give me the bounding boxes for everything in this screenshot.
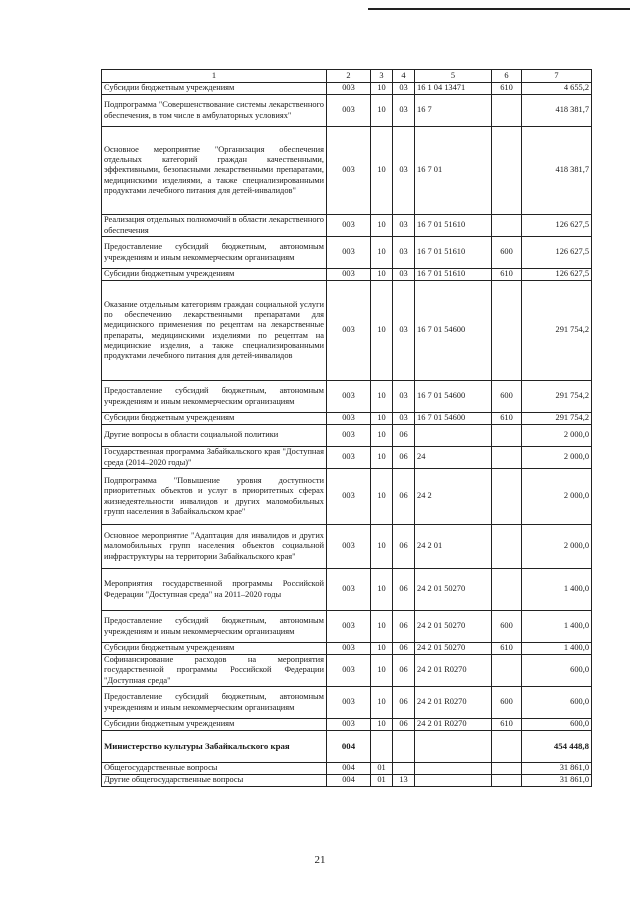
row-subsection-cell: 03 bbox=[393, 95, 415, 127]
row-target-article-cell: 16 7 01 bbox=[415, 127, 492, 215]
row-subsection-cell: 13 bbox=[393, 775, 415, 787]
row-section-cell: 10 bbox=[371, 469, 393, 525]
row-section-cell: 10 bbox=[371, 655, 393, 687]
row-section-cell: 10 bbox=[371, 569, 393, 611]
header-cell: 1 bbox=[102, 70, 327, 83]
row-ministry-code-cell: 003 bbox=[327, 127, 371, 215]
row-ministry-code-cell: 004 bbox=[327, 775, 371, 787]
page-number: 21 bbox=[314, 854, 326, 866]
row-section-cell: 10 bbox=[371, 643, 393, 655]
row-ministry-code-cell: 003 bbox=[327, 687, 371, 719]
row-target-article-cell: 24 2 bbox=[415, 469, 492, 525]
row-section-cell: 10 bbox=[371, 281, 393, 381]
row-amount-cell: 600,0 bbox=[522, 655, 592, 687]
row-section-cell: 10 bbox=[371, 95, 393, 127]
row-expense-type-cell: 600 bbox=[492, 611, 522, 643]
row-ministry-code-cell: 003 bbox=[327, 643, 371, 655]
row-name-cell: Основное мероприятие "Организация обеспечения отдельных категорий граждан качественными, эффективными, безопасными лекарственными препаратами, медицинскими изделиями, а также специализированными продуктами лечебного питания для детей-инвалидов" bbox=[102, 127, 327, 215]
row-expense-type-cell bbox=[492, 525, 522, 569]
table-row bbox=[102, 269, 592, 281]
row-ministry-code-cell: 003 bbox=[327, 719, 371, 731]
row-expense-type-cell bbox=[492, 215, 522, 237]
header-cell: 3 bbox=[371, 70, 393, 83]
table-row bbox=[102, 687, 592, 719]
row-section-cell: 10 bbox=[371, 525, 393, 569]
row-target-article-cell bbox=[415, 731, 492, 763]
row-amount-cell: 600,0 bbox=[522, 719, 592, 731]
row-name-cell: Основное мероприятие "Адаптация для инвалидов и других маломобильных групп населения объектов социальной инфраструктуры на территории Забайкальского края" bbox=[102, 525, 327, 569]
row-amount-cell: 1 400,0 bbox=[522, 643, 592, 655]
row-amount-cell: 2 000,0 bbox=[522, 425, 592, 447]
row-section-cell: 10 bbox=[371, 447, 393, 469]
row-ministry-code-cell: 004 bbox=[327, 763, 371, 775]
row-target-article-cell bbox=[415, 425, 492, 447]
table-row bbox=[102, 83, 592, 95]
row-name-cell: Другие общегосударственные вопросы bbox=[102, 775, 327, 787]
row-target-article-cell bbox=[415, 775, 492, 787]
row-name-cell: Субсидии бюджетным учреждениям bbox=[102, 83, 327, 95]
row-name-cell: Предоставление субсидий бюджетным, автономным учреждениям и иным некоммерческим организациям bbox=[102, 687, 327, 719]
row-name-cell: Субсидии бюджетным учреждениям bbox=[102, 413, 327, 425]
row-ministry-code-cell: 003 bbox=[327, 269, 371, 281]
row-target-article-cell: 16 1 04 13471 bbox=[415, 83, 492, 95]
table-row bbox=[102, 719, 592, 731]
row-section-cell: 10 bbox=[371, 269, 393, 281]
table-row bbox=[102, 655, 592, 687]
row-expense-type-cell bbox=[492, 775, 522, 787]
table-row bbox=[102, 763, 592, 775]
row-expense-type-cell bbox=[492, 469, 522, 525]
row-expense-type-cell bbox=[492, 447, 522, 469]
row-section-cell: 10 bbox=[371, 719, 393, 731]
table-row bbox=[102, 569, 592, 611]
row-expense-type-cell bbox=[492, 425, 522, 447]
row-name-cell: Государственная программа Забайкальского края "Доступная среда (2014–2020 годы)" bbox=[102, 447, 327, 469]
row-subsection-cell: 03 bbox=[393, 381, 415, 413]
row-subsection-cell bbox=[393, 731, 415, 763]
table-row bbox=[102, 95, 592, 127]
row-expense-type-cell bbox=[492, 281, 522, 381]
row-subsection-cell: 03 bbox=[393, 215, 415, 237]
row-expense-type-cell: 610 bbox=[492, 719, 522, 731]
row-amount-cell: 418 381,7 bbox=[522, 127, 592, 215]
row-expense-type-cell bbox=[492, 655, 522, 687]
row-amount-cell: 291 754,2 bbox=[522, 413, 592, 425]
header-cell: 2 bbox=[327, 70, 371, 83]
row-ministry-code-cell: 003 bbox=[327, 83, 371, 95]
row-expense-type-cell bbox=[492, 95, 522, 127]
row-ministry-code-cell: 003 bbox=[327, 447, 371, 469]
table-row bbox=[102, 525, 592, 569]
row-ministry-code-cell: 003 bbox=[327, 655, 371, 687]
row-amount-cell: 418 381,7 bbox=[522, 95, 592, 127]
row-subsection-cell: 06 bbox=[393, 719, 415, 731]
row-amount-cell: 2 000,0 bbox=[522, 447, 592, 469]
row-target-article-cell: 16 7 01 54600 bbox=[415, 413, 492, 425]
row-section-cell bbox=[371, 731, 393, 763]
row-amount-cell: 1 400,0 bbox=[522, 569, 592, 611]
row-expense-type-cell bbox=[492, 763, 522, 775]
row-section-cell: 01 bbox=[371, 763, 393, 775]
row-section-cell: 10 bbox=[371, 381, 393, 413]
row-subsection-cell: 06 bbox=[393, 469, 415, 525]
row-amount-cell: 291 754,2 bbox=[522, 281, 592, 381]
budget-table bbox=[101, 69, 592, 787]
row-amount-cell: 31 861,0 bbox=[522, 763, 592, 775]
row-name-cell: Общегосударственные вопросы bbox=[102, 763, 327, 775]
row-amount-cell: 126 627,5 bbox=[522, 215, 592, 237]
row-subsection-cell: 06 bbox=[393, 687, 415, 719]
row-section-cell: 10 bbox=[371, 611, 393, 643]
row-amount-cell: 126 627,5 bbox=[522, 269, 592, 281]
row-target-article-cell: 24 2 01 50270 bbox=[415, 611, 492, 643]
table-row bbox=[102, 447, 592, 469]
table-row bbox=[102, 281, 592, 381]
row-section-cell: 10 bbox=[371, 127, 393, 215]
table-row bbox=[102, 215, 592, 237]
row-expense-type-cell bbox=[492, 569, 522, 611]
row-ministry-code-cell: 003 bbox=[327, 469, 371, 525]
row-ministry-code-cell: 004 bbox=[327, 731, 371, 763]
table-row bbox=[102, 731, 592, 763]
row-ministry-code-cell: 003 bbox=[327, 425, 371, 447]
table-row bbox=[102, 775, 592, 787]
row-ministry-code-cell: 003 bbox=[327, 215, 371, 237]
row-name-cell: Подпрограмма "Совершенствование системы лекарственного обеспечения, в том числе в амбулаторных условиях" bbox=[102, 95, 327, 127]
row-amount-cell: 1 400,0 bbox=[522, 611, 592, 643]
row-target-article-cell bbox=[415, 763, 492, 775]
row-subsection-cell: 03 bbox=[393, 127, 415, 215]
header-cell: 4 bbox=[393, 70, 415, 83]
row-subsection-cell: 06 bbox=[393, 425, 415, 447]
row-name-cell: Министерство культуры Забайкальского края bbox=[102, 731, 327, 763]
row-subsection-cell: 06 bbox=[393, 525, 415, 569]
row-subsection-cell: 03 bbox=[393, 281, 415, 381]
row-section-cell: 10 bbox=[371, 215, 393, 237]
row-subsection-cell: 06 bbox=[393, 569, 415, 611]
table-row bbox=[102, 413, 592, 425]
row-expense-type-cell: 610 bbox=[492, 413, 522, 425]
row-name-cell: Подпрограмма "Повышение уровня доступности приоритетных объектов и услуг в приоритетных сферах жизнедеятельности инвалидов и других маломобильных групп населения в Забайкальском крае" bbox=[102, 469, 327, 525]
row-name-cell: Реализация отдельных полномочий в области лекарственного обеспечения bbox=[102, 215, 327, 237]
table-row bbox=[102, 127, 592, 215]
row-name-cell: Другие вопросы в области социальной политики bbox=[102, 425, 327, 447]
row-name-cell: Предоставление субсидий бюджетным, автономным учреждениям и иным некоммерческим организациям bbox=[102, 381, 327, 413]
row-amount-cell: 454 448,8 bbox=[522, 731, 592, 763]
row-target-article-cell: 16 7 bbox=[415, 95, 492, 127]
row-target-article-cell: 24 2 01 50270 bbox=[415, 569, 492, 611]
row-expense-type-cell: 610 bbox=[492, 83, 522, 95]
row-ministry-code-cell: 003 bbox=[327, 525, 371, 569]
row-target-article-cell: 16 7 01 54600 bbox=[415, 281, 492, 381]
row-name-cell: Предоставление субсидий бюджетным, автономным учреждениям и иным некоммерческим организациям bbox=[102, 237, 327, 269]
row-name-cell: Субсидии бюджетным учреждениям bbox=[102, 269, 327, 281]
row-ministry-code-cell: 003 bbox=[327, 237, 371, 269]
row-name-cell: Мероприятия государственной программы Российской Федерации "Доступная среда" на 2011–2020 годы bbox=[102, 569, 327, 611]
row-amount-cell: 126 627,5 bbox=[522, 237, 592, 269]
row-target-article-cell: 16 7 01 54600 bbox=[415, 381, 492, 413]
row-subsection-cell: 06 bbox=[393, 643, 415, 655]
row-ministry-code-cell: 003 bbox=[327, 611, 371, 643]
row-expense-type-cell: 610 bbox=[492, 643, 522, 655]
row-subsection-cell bbox=[393, 763, 415, 775]
row-subsection-cell: 03 bbox=[393, 413, 415, 425]
row-name-cell: Субсидии бюджетным учреждениям bbox=[102, 719, 327, 731]
row-expense-type-cell bbox=[492, 127, 522, 215]
row-name-cell: Софинансирование расходов на мероприятия государственной программы Российской Федерации "Доступная среда" bbox=[102, 655, 327, 687]
row-ministry-code-cell: 003 bbox=[327, 281, 371, 381]
row-subsection-cell: 03 bbox=[393, 237, 415, 269]
row-section-cell: 10 bbox=[371, 425, 393, 447]
row-subsection-cell: 03 bbox=[393, 83, 415, 95]
row-target-article-cell: 16 7 01 51610 bbox=[415, 269, 492, 281]
top-rule bbox=[368, 8, 630, 10]
table-row bbox=[102, 237, 592, 269]
row-section-cell: 10 bbox=[371, 413, 393, 425]
row-target-article-cell: 24 2 01 R0270 bbox=[415, 719, 492, 731]
row-amount-cell: 31 861,0 bbox=[522, 775, 592, 787]
row-target-article-cell: 24 2 01 50270 bbox=[415, 643, 492, 655]
row-expense-type-cell: 610 bbox=[492, 269, 522, 281]
row-amount-cell: 2 000,0 bbox=[522, 525, 592, 569]
row-name-cell: Оказание отдельным категориям граждан социальной услуги по обеспечению лекарственными препаратами для медицинского применения по рецептам на лекарственные препараты, медицинскими изделиями по рецептам на медицинские изделия, а также специализированными продуктами лечебного питания для детей-инвалидов bbox=[102, 281, 327, 381]
row-subsection-cell: 03 bbox=[393, 269, 415, 281]
row-section-cell: 10 bbox=[371, 83, 393, 95]
row-target-article-cell: 24 bbox=[415, 447, 492, 469]
row-subsection-cell: 06 bbox=[393, 655, 415, 687]
row-ministry-code-cell: 003 bbox=[327, 381, 371, 413]
row-subsection-cell: 06 bbox=[393, 611, 415, 643]
row-target-article-cell: 16 7 01 51610 bbox=[415, 237, 492, 269]
row-target-article-cell: 24 2 01 R0270 bbox=[415, 655, 492, 687]
row-ministry-code-cell: 003 bbox=[327, 95, 371, 127]
row-amount-cell: 2 000,0 bbox=[522, 469, 592, 525]
row-amount-cell: 291 754,2 bbox=[522, 381, 592, 413]
row-section-cell: 10 bbox=[371, 687, 393, 719]
row-target-article-cell: 24 2 01 bbox=[415, 525, 492, 569]
header-cell: 6 bbox=[492, 70, 522, 83]
row-expense-type-cell: 600 bbox=[492, 687, 522, 719]
table-row bbox=[102, 381, 592, 413]
row-ministry-code-cell: 003 bbox=[327, 413, 371, 425]
header-cell: 5 bbox=[415, 70, 492, 83]
row-expense-type-cell: 600 bbox=[492, 237, 522, 269]
header-cell: 7 bbox=[522, 70, 592, 83]
row-name-cell: Предоставление субсидий бюджетным, автономным учреждениям и иным некоммерческим организациям bbox=[102, 611, 327, 643]
table-row bbox=[102, 425, 592, 447]
row-expense-type-cell: 600 bbox=[492, 381, 522, 413]
row-ministry-code-cell: 003 bbox=[327, 569, 371, 611]
row-section-cell: 01 bbox=[371, 775, 393, 787]
table-row bbox=[102, 469, 592, 525]
table-row bbox=[102, 643, 592, 655]
row-amount-cell: 600,0 bbox=[522, 687, 592, 719]
row-name-cell: Субсидии бюджетным учреждениям bbox=[102, 643, 327, 655]
table-body bbox=[102, 70, 592, 787]
row-amount-cell: 4 655,2 bbox=[522, 83, 592, 95]
row-section-cell: 10 bbox=[371, 237, 393, 269]
table-header-row bbox=[102, 70, 592, 83]
row-expense-type-cell bbox=[492, 731, 522, 763]
row-target-article-cell: 16 7 01 51610 bbox=[415, 215, 492, 237]
row-target-article-cell: 24 2 01 R0270 bbox=[415, 687, 492, 719]
row-subsection-cell: 06 bbox=[393, 447, 415, 469]
table-row bbox=[102, 611, 592, 643]
